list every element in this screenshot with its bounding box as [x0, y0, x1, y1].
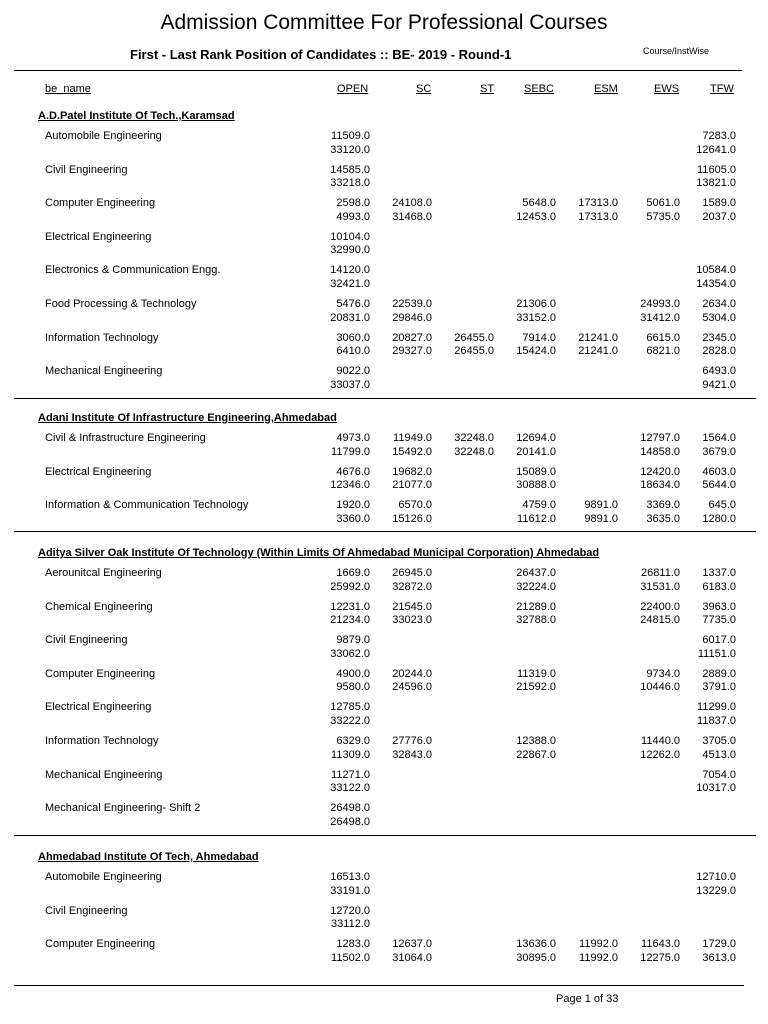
course-name: Civil Engineering [45, 904, 128, 917]
rank-cell-tfw-first: 4603.0 [702, 465, 736, 478]
rank-cell-open-last: 20831.0 [330, 311, 370, 324]
course-name: Information & Communication Technology [45, 499, 249, 512]
course-name: Mechanical Engineering [45, 768, 163, 781]
rank-cell-sebc-last: 32788.0 [516, 614, 556, 627]
rank-cell-open-last: 12346.0 [330, 479, 370, 492]
rank-cell-sc-first: 11949.0 [393, 432, 432, 444]
rank-cell-tfw-first: 3963.0 [702, 600, 736, 613]
rank-cell-sebc-first: 15089.0 [516, 465, 556, 478]
rank-cell-tfw-first: 645.0 [708, 499, 736, 512]
rank-cell-sc-first: 19682.0 [392, 465, 432, 478]
rank-cell-open-last: 33112.0 [331, 918, 370, 931]
rank-cell-sc-last: 32843.0 [392, 748, 432, 761]
rank-cell-open-first: 16513.0 [330, 871, 370, 883]
rank-cell-sc-first: 6570.0 [398, 499, 432, 512]
rank-cell-tfw-last: 2037.0 [702, 210, 736, 223]
rank-cell-open-first: 2598.0 [336, 197, 370, 210]
rank-cell-sebc-last: 30888.0 [516, 479, 556, 492]
rank-cell-tfw-first: 12710.0 [696, 871, 736, 883]
rank-cell-open-first: 1283.0 [336, 938, 370, 951]
rank-cell-open-first: 12720.0 [330, 904, 370, 917]
course-name: Computer Engineering [45, 938, 156, 951]
rank-cell-sebc-first: 13636.0 [516, 938, 556, 951]
footer-divider [14, 985, 744, 986]
rank-cell-open-last: 33222.0 [330, 714, 370, 727]
report-title: Admission Committee For Professional Courses [160, 11, 608, 34]
rank-cell-open-first: 9879.0 [336, 634, 370, 647]
rank-cell-ews-first: 5061.0 [646, 197, 680, 210]
rank-cell-tfw-first: 1564.0 [702, 432, 736, 444]
institute-name: A.D.Patel Institute Of Tech.,Karamsad [38, 110, 235, 122]
col-header-sc: SC [416, 83, 432, 95]
rank-cell-esm-last: 9891.0 [584, 512, 618, 525]
rank-cell-open-last: 21234.0 [330, 614, 370, 627]
rank-cell-sc-first: 20244.0 [392, 667, 432, 680]
rank-cell-sebc-first: 12388.0 [516, 735, 556, 747]
rank-cell-ews-last: 12262.0 [640, 748, 680, 761]
rank-cell-sebc-first: 7914.0 [522, 331, 556, 344]
rank-cell-sc-last: 21077.0 [392, 479, 432, 492]
rank-cell-sebc-last: 30895.0 [516, 951, 556, 964]
course-name: Mechanical Engineering- Shift 2 [45, 802, 201, 815]
rank-cell-tfw-last: 11151.0 [697, 647, 736, 660]
rank-cell-ews-first: 22400.0 [640, 600, 680, 613]
rank-cell-open-last: 33218.0 [330, 177, 370, 190]
course-name: Civil & Infrastructure Engineering [45, 432, 206, 444]
rank-cell-sc-last: 33023.0 [392, 614, 432, 627]
rank-cell-sc-last: 24596.0 [392, 681, 432, 694]
rank-cell-tfw-first: 6017.0 [702, 634, 736, 647]
course-name: Aerounitcal Engineering [45, 567, 162, 579]
rank-cell-open-last: 33120.0 [330, 143, 370, 156]
rank-cell-tfw-last: 13821.0 [696, 177, 736, 190]
rank-cell-ews-first: 3369.0 [646, 499, 680, 512]
rank-cell-tfw-last: 9421.0 [702, 378, 736, 391]
rank-cell-sc-first: 26945.0 [392, 567, 432, 579]
rank-cell-sebc-last: 21592.0 [516, 681, 556, 694]
rank-cell-esm-first: 9891.0 [584, 499, 618, 512]
rank-cell-tfw-last: 2828.0 [702, 345, 736, 358]
rank-cell-sc-first: 21545.0 [392, 600, 432, 613]
rank-cell-open-last: 33062.0 [330, 647, 370, 660]
course-name: Automobile Engineering [45, 871, 162, 883]
rank-cell-open-first: 12231.0 [330, 600, 370, 613]
rank-cell-sc-last: 29846.0 [392, 311, 432, 324]
rank-cell-open-last: 6410.0 [336, 345, 370, 358]
rank-cell-sc-first: 24108.0 [392, 197, 432, 210]
rank-cell-tfw-last: 3679.0 [702, 445, 736, 458]
col-header-open: OPEN [337, 83, 369, 95]
rank-cell-sebc-last: 12453.0 [516, 210, 556, 223]
rank-cell-sebc-first: 26437.0 [516, 567, 556, 579]
rank-cell-tfw-first: 1729.0 [702, 938, 736, 951]
rank-cell-esm-first: 17313.0 [578, 197, 618, 210]
rank-cell-open-last: 11799.0 [331, 445, 370, 458]
rank-cell-tfw-first: 10584.0 [696, 264, 736, 277]
rank-cell-st-first: 26455.0 [454, 331, 494, 344]
rank-cell-sc-first: 22539.0 [392, 298, 432, 310]
rank-cell-tfw-last: 13229.0 [696, 884, 736, 897]
rank-cell-tfw-last: 14354.0 [696, 277, 736, 290]
rank-cell-tfw-last: 1280.0 [702, 512, 736, 525]
rank-cell-open-first: 6329.0 [336, 735, 370, 747]
rank-cell-tfw-last: 5644.0 [702, 479, 736, 492]
rank-cell-open-first: 9022.0 [336, 365, 370, 378]
rank-cell-ews-first: 11643.0 [641, 938, 680, 951]
rank-cell-open-last: 9580.0 [336, 681, 370, 694]
course-name: Information Technology [45, 735, 159, 747]
rank-cell-sebc-last: 33152.0 [516, 311, 556, 324]
rank-cell-sebc-first: 21289.0 [516, 600, 556, 613]
rank-cell-sebc-first: 21306.0 [516, 298, 556, 310]
rank-cell-tfw-last: 10317.0 [696, 782, 736, 795]
course-name: Civil Engineering [45, 163, 128, 176]
institute-divider [14, 531, 756, 532]
rank-cell-tfw-first: 2345.0 [702, 331, 736, 344]
rank-cell-esm-first: 11992.0 [579, 938, 618, 951]
rank-cell-esm-last: 11992.0 [579, 951, 618, 964]
rank-cell-open-first: 3060.0 [336, 331, 370, 344]
course-name: Information Technology [45, 331, 159, 344]
rank-cell-tfw-first: 2634.0 [702, 298, 736, 310]
course-name: Mechanical Engineering [45, 365, 163, 378]
rank-cell-tfw-last: 11837.0 [697, 714, 736, 727]
rank-cell-open-last: 25992.0 [330, 580, 370, 593]
rank-cell-open-last: 32990.0 [330, 244, 370, 257]
header-divider [14, 70, 742, 71]
rank-cell-ews-last: 14858.0 [640, 445, 680, 458]
rank-cell-tfw-last: 3613.0 [702, 951, 736, 964]
col-header-esm: ESM [594, 83, 618, 95]
course-name: Computer Engineering [45, 197, 156, 210]
rank-cell-sc-first: 27776.0 [392, 735, 432, 747]
col-header-be-name: be_name [45, 83, 91, 95]
rank-cell-ews-last: 18634.0 [640, 479, 680, 492]
rank-cell-ews-first: 9734.0 [646, 667, 680, 680]
rank-cell-open-last: 26498.0 [330, 815, 370, 828]
rank-cell-sebc-last: 11612.0 [517, 512, 556, 525]
rank-cell-open-last: 33191.0 [330, 884, 370, 897]
rank-cell-open-first: 14585.0 [330, 163, 370, 176]
rank-cell-tfw-first: 1337.0 [702, 567, 736, 579]
rank-cell-sebc-first: 12694.0 [516, 432, 556, 444]
rank-cell-open-first: 4900.0 [336, 667, 370, 680]
rank-cell-tfw-last: 5304.0 [702, 311, 736, 324]
rank-cell-tfw-last: 12641.0 [696, 143, 736, 156]
course-name: Civil Engineering [45, 634, 128, 647]
rank-cell-open-first: 4676.0 [336, 465, 370, 478]
institute-divider [14, 835, 756, 836]
report-grouping-tag: Course/InstWise [643, 46, 710, 56]
rank-cell-esm-last: 21241.0 [578, 345, 618, 358]
rank-cell-open-first: 1920.0 [336, 499, 370, 512]
rank-cell-tfw-last: 6183.0 [702, 580, 736, 593]
rank-cell-tfw-first: 7283.0 [702, 130, 736, 142]
rank-cell-open-last: 11309.0 [331, 748, 370, 761]
rank-cell-ews-first: 26811.0 [641, 567, 680, 579]
col-header-tfw: TFW [710, 83, 734, 95]
col-header-ews: EWS [654, 83, 680, 95]
rank-cell-tfw-first: 11299.0 [697, 701, 736, 714]
rank-cell-sebc-first: 4759.0 [522, 499, 556, 512]
rank-cell-open-last: 11502.0 [331, 951, 370, 964]
rank-cell-sebc-first: 11319.0 [517, 667, 556, 680]
rank-cell-tfw-first: 6493.0 [702, 365, 736, 378]
rank-cell-open-last: 3360.0 [336, 512, 370, 525]
rank-cell-open-first: 14120.0 [330, 264, 370, 277]
course-name: Electrical Engineering [45, 701, 152, 714]
rank-cell-sc-last: 15492.0 [392, 445, 432, 458]
rank-cell-ews-last: 12275.0 [640, 951, 680, 964]
rank-cell-tfw-last: 4513.0 [702, 748, 736, 761]
institute-divider [14, 398, 756, 399]
rank-cell-tfw-first: 7054.0 [702, 768, 736, 781]
rank-cell-ews-last: 6821.0 [646, 345, 680, 358]
rank-cell-open-first: 12785.0 [330, 701, 370, 714]
rank-cell-open-first: 11271.0 [331, 768, 370, 781]
rank-cell-st-last: 26455.0 [454, 345, 494, 358]
rank-cell-tfw-first: 2889.0 [702, 667, 736, 680]
rank-cell-tfw-last: 7735.0 [702, 614, 736, 627]
rank-cell-open-first: 10104.0 [330, 230, 370, 243]
rank-cell-ews-last: 31412.0 [640, 311, 680, 324]
institute-name: Adani Institute Of Infrastructure Engineering,Ahmedabad [38, 412, 337, 424]
rank-cell-sc-last: 31468.0 [392, 210, 432, 223]
rank-cell-sc-last: 31064.0 [392, 951, 432, 964]
rank-cell-ews-first: 12797.0 [640, 432, 680, 444]
rank-cell-open-first: 4973.0 [336, 432, 370, 444]
rank-cell-ews-last: 24815.0 [640, 614, 680, 627]
rank-cell-ews-first: 6615.0 [646, 331, 680, 344]
rank-cell-sc-last: 29327.0 [392, 345, 432, 358]
rank-cell-sc-first: 20827.0 [392, 331, 432, 344]
rank-cell-ews-first: 11440.0 [641, 735, 680, 747]
rank-cell-open-first: 1669.0 [336, 567, 370, 579]
rank-cell-st-last: 32248.0 [454, 445, 494, 458]
course-name: Automobile Engineering [45, 130, 162, 142]
rank-cell-esm-first: 21241.0 [578, 331, 618, 344]
page-number: Page 1 of 33 [556, 993, 619, 1005]
rank-cell-tfw-first: 11605.0 [697, 163, 736, 176]
institute-name: Aditya Silver Oak Institute Of Technology (Within Limits Of Ahmedabad Municipal Corporation) Ahmedabad [38, 547, 600, 559]
course-name: Chemical Engineering [45, 600, 153, 613]
rank-cell-open-last: 33122.0 [330, 782, 370, 795]
rank-cell-tfw-first: 3705.0 [702, 735, 736, 747]
rank-cell-sc-last: 15126.0 [392, 512, 432, 525]
rank-cell-open-last: 32421.0 [330, 277, 370, 290]
rank-cell-sebc-last: 15424.0 [516, 345, 556, 358]
rank-cell-esm-last: 17313.0 [578, 210, 618, 223]
rank-cell-ews-last: 10446.0 [640, 681, 680, 694]
rank-cell-open-first: 5476.0 [336, 298, 370, 310]
rank-cell-open-first: 11509.0 [331, 130, 370, 142]
rank-cell-sebc-first: 5648.0 [522, 197, 556, 210]
col-header-st: ST [480, 83, 495, 95]
institute-name: Ahmedabad Institute Of Tech, Ahmedabad [38, 851, 259, 863]
rank-cell-sebc-last: 32224.0 [516, 580, 556, 593]
rank-cell-tfw-last: 3791.0 [702, 681, 736, 694]
course-name: Electrical Engineering [45, 465, 152, 478]
rank-cell-open-last: 33037.0 [330, 378, 370, 391]
course-name: Electrical Engineering [45, 230, 152, 243]
rank-cell-sebc-last: 22867.0 [516, 748, 556, 761]
rank-cell-ews-first: 12420.0 [640, 465, 680, 478]
rank-cell-open-last: 4993.0 [336, 210, 370, 223]
col-header-sebc: SEBC [524, 83, 554, 95]
report-subtitle: First - Last Rank Position of Candidates :: BE- 2019 - Round-1 [130, 47, 512, 62]
rank-cell-ews-last: 3635.0 [646, 512, 680, 525]
rank-cell-ews-last: 5735.0 [646, 210, 680, 223]
rank-cell-ews-last: 31531.0 [640, 580, 680, 593]
course-name: Electronics & Communication Engg. [45, 264, 221, 277]
rank-cell-sc-first: 12637.0 [392, 938, 432, 951]
rank-cell-tfw-first: 1589.0 [702, 197, 736, 210]
rank-cell-sebc-last: 20141.0 [516, 445, 556, 458]
course-name: Food Processing & Technology [45, 298, 197, 310]
rank-cell-open-first: 26498.0 [330, 802, 370, 815]
course-name: Computer Engineering [45, 667, 156, 680]
rank-cell-sc-last: 32872.0 [392, 580, 432, 593]
rank-cell-st-first: 32248.0 [454, 432, 494, 444]
rank-cell-ews-first: 24993.0 [640, 298, 680, 310]
